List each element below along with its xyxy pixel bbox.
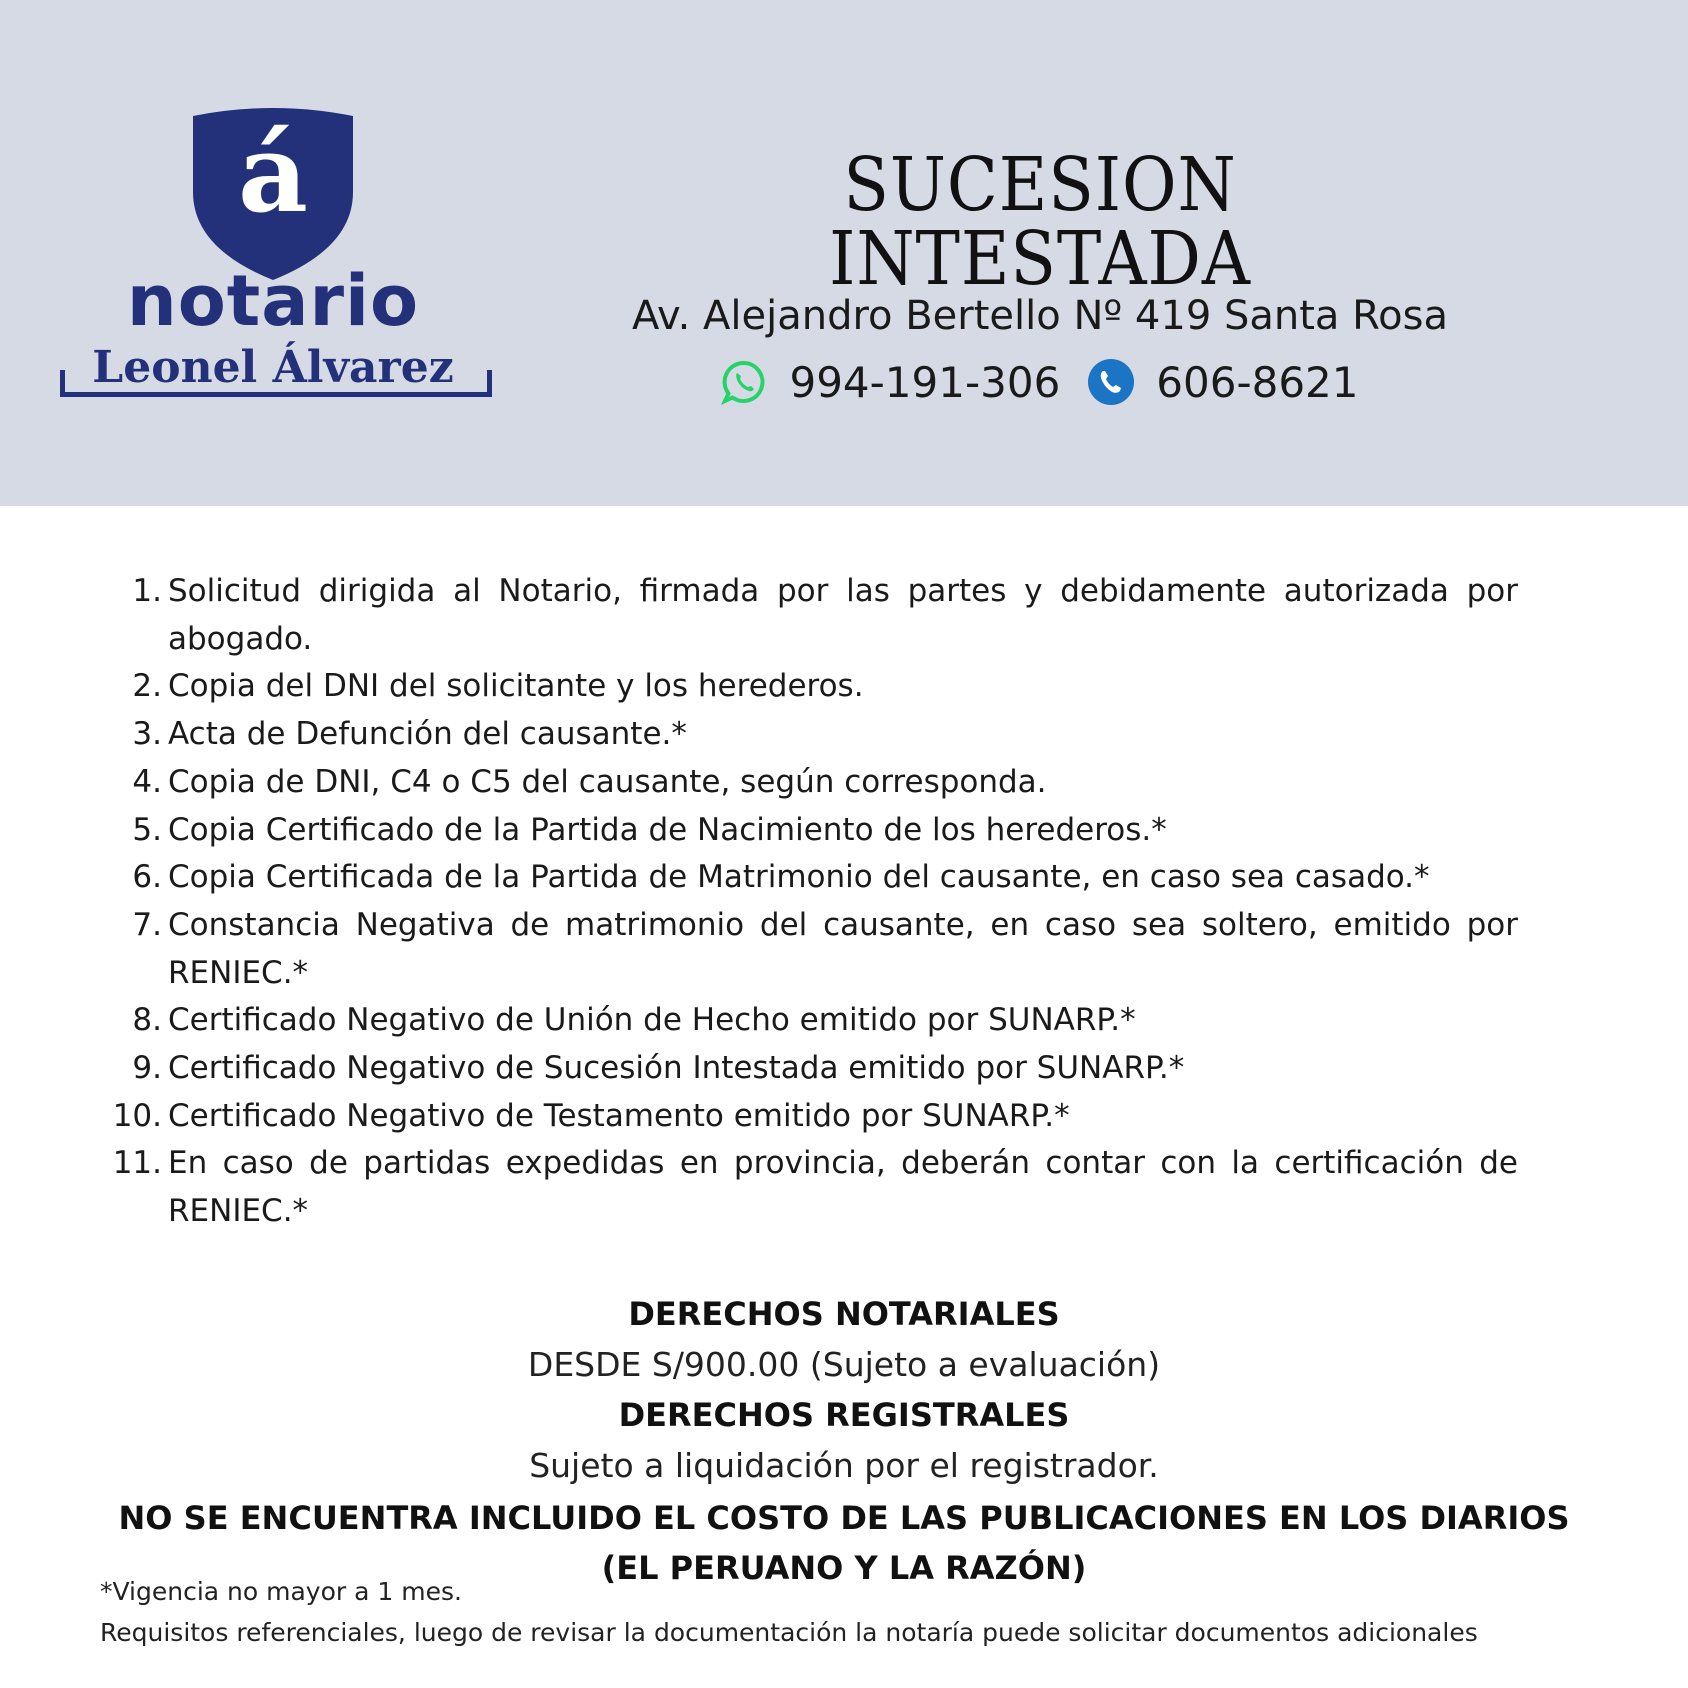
- logo-word: notario: [126, 260, 420, 342]
- item-number: 9.: [132, 1050, 162, 1087]
- address: Av. Alejandro Bertello Nº 419 Santa Rosa: [632, 293, 1448, 339]
- requirements-list: [100, 568, 1518, 1236]
- item-text: Certificado Negativo de Sucesión Intestada emitido por SUNARP.*: [168, 1050, 1185, 1087]
- list-item: [100, 1045, 1518, 1093]
- item-number: 10.: [112, 1097, 162, 1134]
- whatsapp-number[interactable]: 994-191-306: [789, 357, 1061, 407]
- notarial-fees-heading: DERECHOS NOTARIALES: [628, 1295, 1060, 1333]
- item-number: 8.: [132, 1002, 162, 1039]
- item-text: Copia Certificada de la Partida de Matrimonio del causante, en caso sea casado.*: [168, 859, 1430, 896]
- item-text: Acta de Defunción del causante.*: [168, 716, 687, 753]
- logo-name: Leonel Álvarez: [92, 342, 454, 393]
- page-title: SUCESION INTESTADA: [829, 142, 1251, 302]
- item-number: 4.: [132, 763, 162, 800]
- phone-icon: [1088, 359, 1134, 405]
- disclaimer-footnote: Requisitos referenciales, luego de revisar la documentación la notaría puede solicitar documentos adicionales: [100, 1618, 1478, 1647]
- list-item: [100, 1140, 1518, 1235]
- list-item: [100, 568, 1518, 663]
- notarial-fees-text: DESDE S/900.00 (Sujeto a evaluación): [527, 1345, 1161, 1384]
- item-number: 6.: [132, 859, 162, 896]
- list-item: [100, 902, 1518, 997]
- registral-fees-heading: DERECHOS REGISTRALES: [618, 1396, 1070, 1434]
- item-text: Certificado Negativo de Unión de Hecho emitido por SUNARP.*: [168, 1002, 1136, 1039]
- header-banner: [0, 0, 1688, 506]
- list-item: [100, 759, 1518, 807]
- item-number: 2.: [132, 668, 162, 705]
- item-text: Certificado Negativo de Testamento emitido por SUNARP.*: [168, 1097, 1070, 1134]
- item-number: 7.: [132, 906, 162, 943]
- notary-logo: [58, 108, 488, 408]
- item-text: Solicitud dirigida al Notario, firmada por las partes y debidamente autorizada por abogado.: [168, 573, 1518, 657]
- list-item: [100, 807, 1518, 855]
- item-text: Copia del DNI del solicitante y los herederos.: [168, 668, 864, 705]
- item-number: 11.: [112, 1145, 162, 1182]
- item-number: 3.: [132, 716, 162, 753]
- list-item: [100, 997, 1518, 1045]
- list-item: [100, 711, 1518, 759]
- logo-letter: á: [238, 111, 308, 237]
- list-item: [100, 663, 1518, 711]
- contact-row: [590, 357, 1490, 407]
- list-item: [100, 854, 1518, 902]
- item-text: Copia Certificado de la Partida de Nacimiento de los herederos.*: [168, 811, 1167, 848]
- list-item: [100, 1093, 1518, 1141]
- item-text: Constancia Negativa de matrimonio del causante, en caso sea soltero, emitido por RENIEC.*: [168, 906, 1518, 991]
- phone-number[interactable]: 606-8621: [1156, 357, 1359, 407]
- item-text: En caso de partidas expedidas en provincia, deberán contar con la certificación de RENIEC.*: [168, 1145, 1518, 1230]
- publication-notice: NO SE ENCUENTRA INCLUIDO EL COSTO DE LAS PUBLICACIONES EN LOS DIARIOS (EL PERUANO Y LA RAZÓN): [118, 1499, 1570, 1587]
- registral-fees-text: Sujeto a liquidación por el registrador.: [529, 1446, 1159, 1485]
- validity-footnote: *Vigencia no mayor a 1 mes.: [100, 1577, 462, 1606]
- item-text: Copia de DNI, C4 o C5 del causante, según corresponda.: [168, 763, 1047, 800]
- whatsapp-icon: [721, 359, 767, 405]
- item-number: 5.: [132, 811, 162, 848]
- item-number: 1.: [132, 573, 162, 609]
